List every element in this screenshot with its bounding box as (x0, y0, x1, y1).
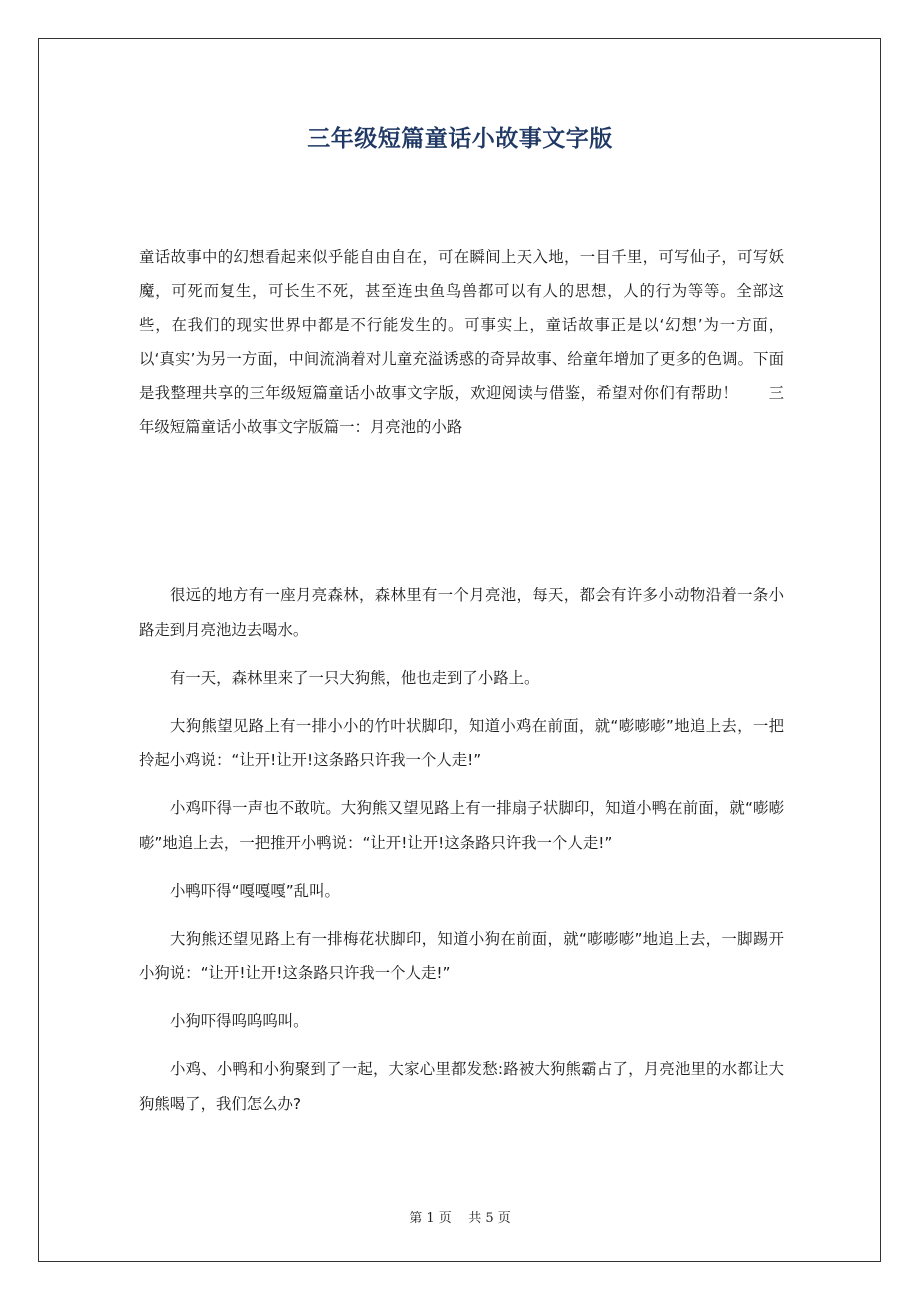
intro-paragraph (139, 240, 784, 444)
page-total: 共 5 页 (468, 1211, 511, 1226)
story-paragraph: 很远的地方有一座月亮森林，森林里有一个月亮池，每天，都会有许多小动物沿着一条小路走到月亮池边去喝水。 (139, 586, 784, 639)
section-heading: 三年级短篇童话小故事文字版篇一：月亮池的小路 (139, 384, 784, 436)
story-paragraph: 小鸡吓得一声也不敢吭。大狗熊又望见路上有一排扇子状脚印，知道小鸭在前面，就“嘭嘭嘭”地追上去，一把推开小鸭说：“让开!让开!这条路只许我一个人走!” (139, 799, 784, 852)
page-number: 第 1 页 (409, 1211, 452, 1226)
story-paragraph: 小狗吓得呜呜呜叫。 (170, 1012, 309, 1030)
story-paragraph: 有一天，森林里来了一只大狗熊，他也走到了小路上。 (170, 668, 540, 687)
story-paragraph: 大狗熊还望见路上有一排梅花状脚印，知道小狗在前面，就“嘭嘭嘭”地追上去，一脚踢开小狗说：“让开!让开!这条路只许我一个人走!” (139, 929, 784, 982)
story-paragraph: 大狗熊望见路上有一排小小的竹叶状脚印，知道小鸡在前面，就“嘭嘭嘭”地追上去，一把拎起小鸡说：“让开!让开!这条路只许我一个人走!” (139, 716, 784, 769)
page-footer (0, 1207, 920, 1226)
document-title: 三年级短篇童话小故事文字版 (307, 126, 613, 152)
story-paragraph: 小鸡、小鸭和小狗聚到了一起，大家心里都发愁:路被大狗熊霸占了，月亮池里的水都让大狗熊喝了，我们怎么办? (139, 1060, 784, 1113)
story-paragraph: 小鸭吓得“嘎嘎嘎”乱叫。 (170, 881, 340, 900)
intro-text: 童话故事中的幻想看起来似乎能自由自在，可在瞬间上天入地，一目千里，可写仙子，可写妖魔，可死而复生，可长生不死，甚至连虫鱼鸟兽都可以有人的思想，人的行为等等。全部这些，在我们的现实世界中都是不行能发生的。可事实上，童话故事正是以‘幻想’为一方面，以‘真实’为另一方面，中间流淌着对儿童充溢诱惑的奇异故事、给童年增加了更多的色调。下面是我整理共享的三年级短篇童话小故事文字版，欢迎阅读与借鉴，希望对你们有帮助！ (139, 248, 784, 402)
story-body (139, 578, 784, 1135)
